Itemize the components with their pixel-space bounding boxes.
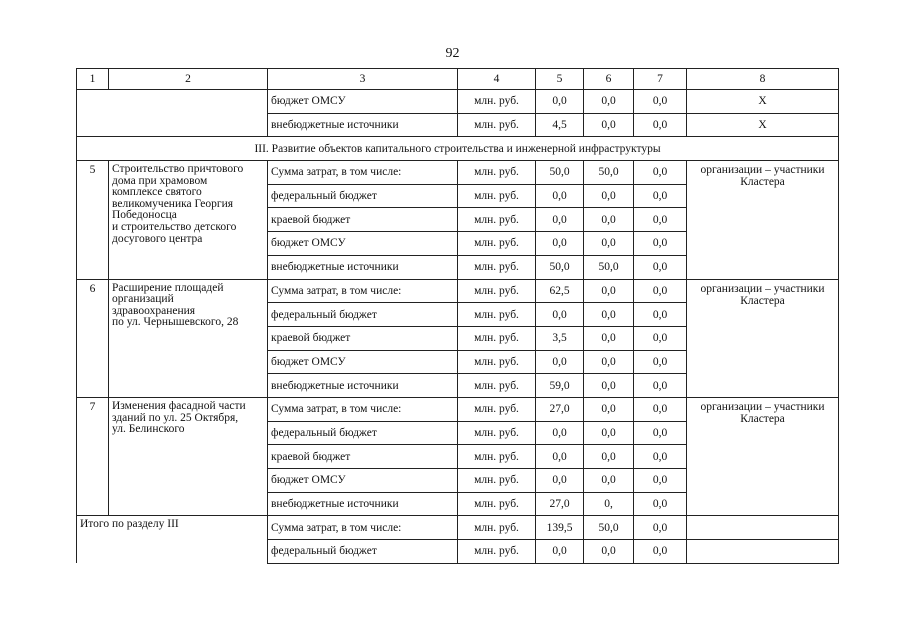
value-col-5: 0,0 — [536, 90, 584, 114]
performer-cell: организации – участники Кластера — [687, 161, 839, 279]
performer-cell: организации – участники Кластера — [687, 279, 839, 397]
value-col-6: 50,0 — [584, 255, 634, 279]
unit-cell: млн. руб. — [458, 303, 536, 327]
value-col-6: 50,0 — [584, 161, 634, 185]
value-col-7: 0,0 — [634, 397, 687, 421]
funding-source: федеральный бюджет — [268, 303, 458, 327]
section-row — [77, 137, 839, 161]
project-row — [77, 161, 839, 185]
value-col-8: Х — [687, 90, 839, 114]
funding-source: внебюджетные источники — [268, 255, 458, 279]
value-col-5: 59,0 — [536, 374, 584, 398]
project-name-line: и строительство детского — [112, 221, 237, 234]
funding-source: бюджет ОМСУ — [268, 90, 458, 114]
project-name-line: организаций — [112, 293, 174, 306]
table-body — [77, 69, 839, 564]
value-col-5: 0,0 — [536, 445, 584, 469]
value-col-7: 0,0 — [634, 540, 687, 564]
value-col-7: 0,0 — [634, 113, 687, 137]
project-name — [109, 397, 268, 515]
project-name-line: досугового центра — [112, 232, 203, 245]
value-col-5: 4,5 — [536, 113, 584, 137]
project-name-line: ул. Белинского — [112, 423, 185, 436]
project-name-line: Строительство причтового — [112, 163, 244, 176]
value-col-6: 0,0 — [584, 113, 634, 137]
value-col-6: 0,0 — [584, 350, 634, 374]
value-col-5: 50,0 — [536, 161, 584, 185]
unit-cell: млн. руб. — [458, 326, 536, 350]
project-row — [77, 397, 839, 421]
project-name-line: здравоохранения — [112, 304, 196, 317]
value-col-5: 0,0 — [536, 469, 584, 493]
carry-row — [77, 90, 839, 114]
value-col-7: 0,0 — [634, 161, 687, 185]
funding-source: краевой бюджет — [268, 208, 458, 232]
page-number: 92 — [445, 46, 460, 61]
value-col-6: 0, — [584, 492, 634, 516]
value-col-5: 0,0 — [536, 208, 584, 232]
value-col-7: 0,0 — [634, 255, 687, 279]
unit-cell: млн. руб. — [458, 469, 536, 493]
funding-source: Сумма затрат, в том числе: — [268, 161, 458, 185]
column-header: 1 — [77, 69, 109, 90]
column-header: 8 — [687, 69, 839, 90]
unit-cell: млн. руб. — [458, 279, 536, 303]
column-header-row — [77, 69, 839, 90]
value-col-6: 0,0 — [584, 374, 634, 398]
value-col-6: 0,0 — [584, 208, 634, 232]
project-name-line: зданий по ул. 25 Октября, — [112, 411, 239, 424]
total-label: Итого по разделу III — [77, 516, 268, 563]
value-col-5: 27,0 — [536, 397, 584, 421]
unit-cell: млн. руб. — [458, 90, 536, 114]
project-row — [77, 279, 839, 303]
value-col-7: 0,0 — [634, 445, 687, 469]
value-col-5: 3,5 — [536, 326, 584, 350]
funding-source: бюджет ОМСУ — [268, 350, 458, 374]
project-number: 7 — [77, 397, 109, 515]
unit-cell: млн. руб. — [458, 397, 536, 421]
value-col-7: 0,0 — [634, 208, 687, 232]
value-col-5: 0,0 — [536, 232, 584, 256]
unit-cell: млн. руб. — [458, 255, 536, 279]
funding-source: федеральный бюджет — [268, 184, 458, 208]
value-col-5: 50,0 — [536, 255, 584, 279]
value-col-7: 0,0 — [634, 421, 687, 445]
project-name-line: дома при храмовом — [112, 174, 208, 187]
value-col-5: 0,0 — [536, 421, 584, 445]
value-col-7: 0,0 — [634, 326, 687, 350]
unit-cell: млн. руб. — [458, 445, 536, 469]
project-number: 6 — [77, 279, 109, 397]
value-col-6: 0,0 — [584, 421, 634, 445]
value-col-7: 0,0 — [634, 232, 687, 256]
unit-cell: млн. руб. — [458, 540, 536, 564]
funding-source: федеральный бюджет — [268, 421, 458, 445]
value-col-6: 0,0 — [584, 184, 634, 208]
unit-cell: млн. руб. — [458, 161, 536, 185]
total-row — [77, 516, 839, 540]
value-col-5: 62,5 — [536, 279, 584, 303]
funding-source: внебюджетные источники — [268, 113, 458, 137]
value-col-6: 50,0 — [584, 516, 634, 540]
value-col-8 — [687, 540, 839, 564]
value-col-7: 0,0 — [634, 279, 687, 303]
project-name-line: Изменения фасадной части — [112, 399, 246, 412]
value-col-6: 0,0 — [584, 279, 634, 303]
value-col-7: 0,0 — [634, 350, 687, 374]
project-name — [109, 279, 268, 397]
value-col-7: 0,0 — [634, 492, 687, 516]
section-title: III. Развитие объектов капитального строительства и инженерной инфраструктуры — [77, 137, 839, 161]
performer-cell: организации – участники Кластера — [687, 397, 839, 515]
value-col-5: 139,5 — [536, 516, 584, 540]
funding-source: внебюджетные источники — [268, 492, 458, 516]
funding-source: Сумма затрат, в том числе: — [268, 516, 458, 540]
funding-source: краевой бюджет — [268, 445, 458, 469]
project-number: 5 — [77, 161, 109, 279]
funding-source: бюджет ОМСУ — [268, 232, 458, 256]
carry-empty-cell — [77, 90, 268, 137]
unit-cell: млн. руб. — [458, 184, 536, 208]
column-header: 7 — [634, 69, 687, 90]
funding-source: Сумма затрат, в том числе: — [268, 279, 458, 303]
value-col-6: 0,0 — [584, 397, 634, 421]
column-header: 6 — [584, 69, 634, 90]
value-col-8 — [687, 516, 839, 540]
value-col-7: 0,0 — [634, 374, 687, 398]
funding-source: внебюджетные источники — [268, 374, 458, 398]
unit-cell: млн. руб. — [458, 113, 536, 137]
column-header: 4 — [458, 69, 536, 90]
project-name-line: великомученика Георгия — [112, 197, 234, 210]
value-col-7: 0,0 — [634, 469, 687, 493]
value-col-7: 0,0 — [634, 90, 687, 114]
value-col-6: 0,0 — [584, 540, 634, 564]
value-col-6: 0,0 — [584, 326, 634, 350]
column-header: 3 — [268, 69, 458, 90]
unit-cell: млн. руб. — [458, 208, 536, 232]
unit-cell: млн. руб. — [458, 421, 536, 445]
project-name-line: Победоносца — [112, 209, 177, 222]
value-col-8: Х — [687, 113, 839, 137]
value-col-6: 0,0 — [584, 232, 634, 256]
value-col-7: 0,0 — [634, 516, 687, 540]
value-col-5: 0,0 — [536, 540, 584, 564]
budget-table — [76, 68, 839, 564]
project-name-line: комплексе святого — [112, 186, 202, 199]
funding-source: краевой бюджет — [268, 326, 458, 350]
value-col-6: 0,0 — [584, 303, 634, 327]
unit-cell: млн. руб. — [458, 492, 536, 516]
funding-source: федеральный бюджет — [268, 540, 458, 564]
value-col-5: 0,0 — [536, 350, 584, 374]
value-col-5: 0,0 — [536, 303, 584, 327]
value-col-6: 0,0 — [584, 90, 634, 114]
funding-source: бюджет ОМСУ — [268, 469, 458, 493]
unit-cell: млн. руб. — [458, 350, 536, 374]
project-name — [109, 161, 268, 279]
column-header: 5 — [536, 69, 584, 90]
value-col-5: 0,0 — [536, 184, 584, 208]
project-name-line: Расширение площадей — [112, 281, 224, 294]
value-col-6: 0,0 — [584, 445, 634, 469]
value-col-7: 0,0 — [634, 303, 687, 327]
value-col-6: 0,0 — [584, 469, 634, 493]
column-header: 2 — [109, 69, 268, 90]
unit-cell: млн. руб. — [458, 516, 536, 540]
value-col-7: 0,0 — [634, 184, 687, 208]
value-col-5: 27,0 — [536, 492, 584, 516]
unit-cell: млн. руб. — [458, 374, 536, 398]
funding-source: Сумма затрат, в том числе: — [268, 397, 458, 421]
unit-cell: млн. руб. — [458, 232, 536, 256]
project-name-line: по ул. Чернышевского, 28 — [112, 316, 239, 329]
